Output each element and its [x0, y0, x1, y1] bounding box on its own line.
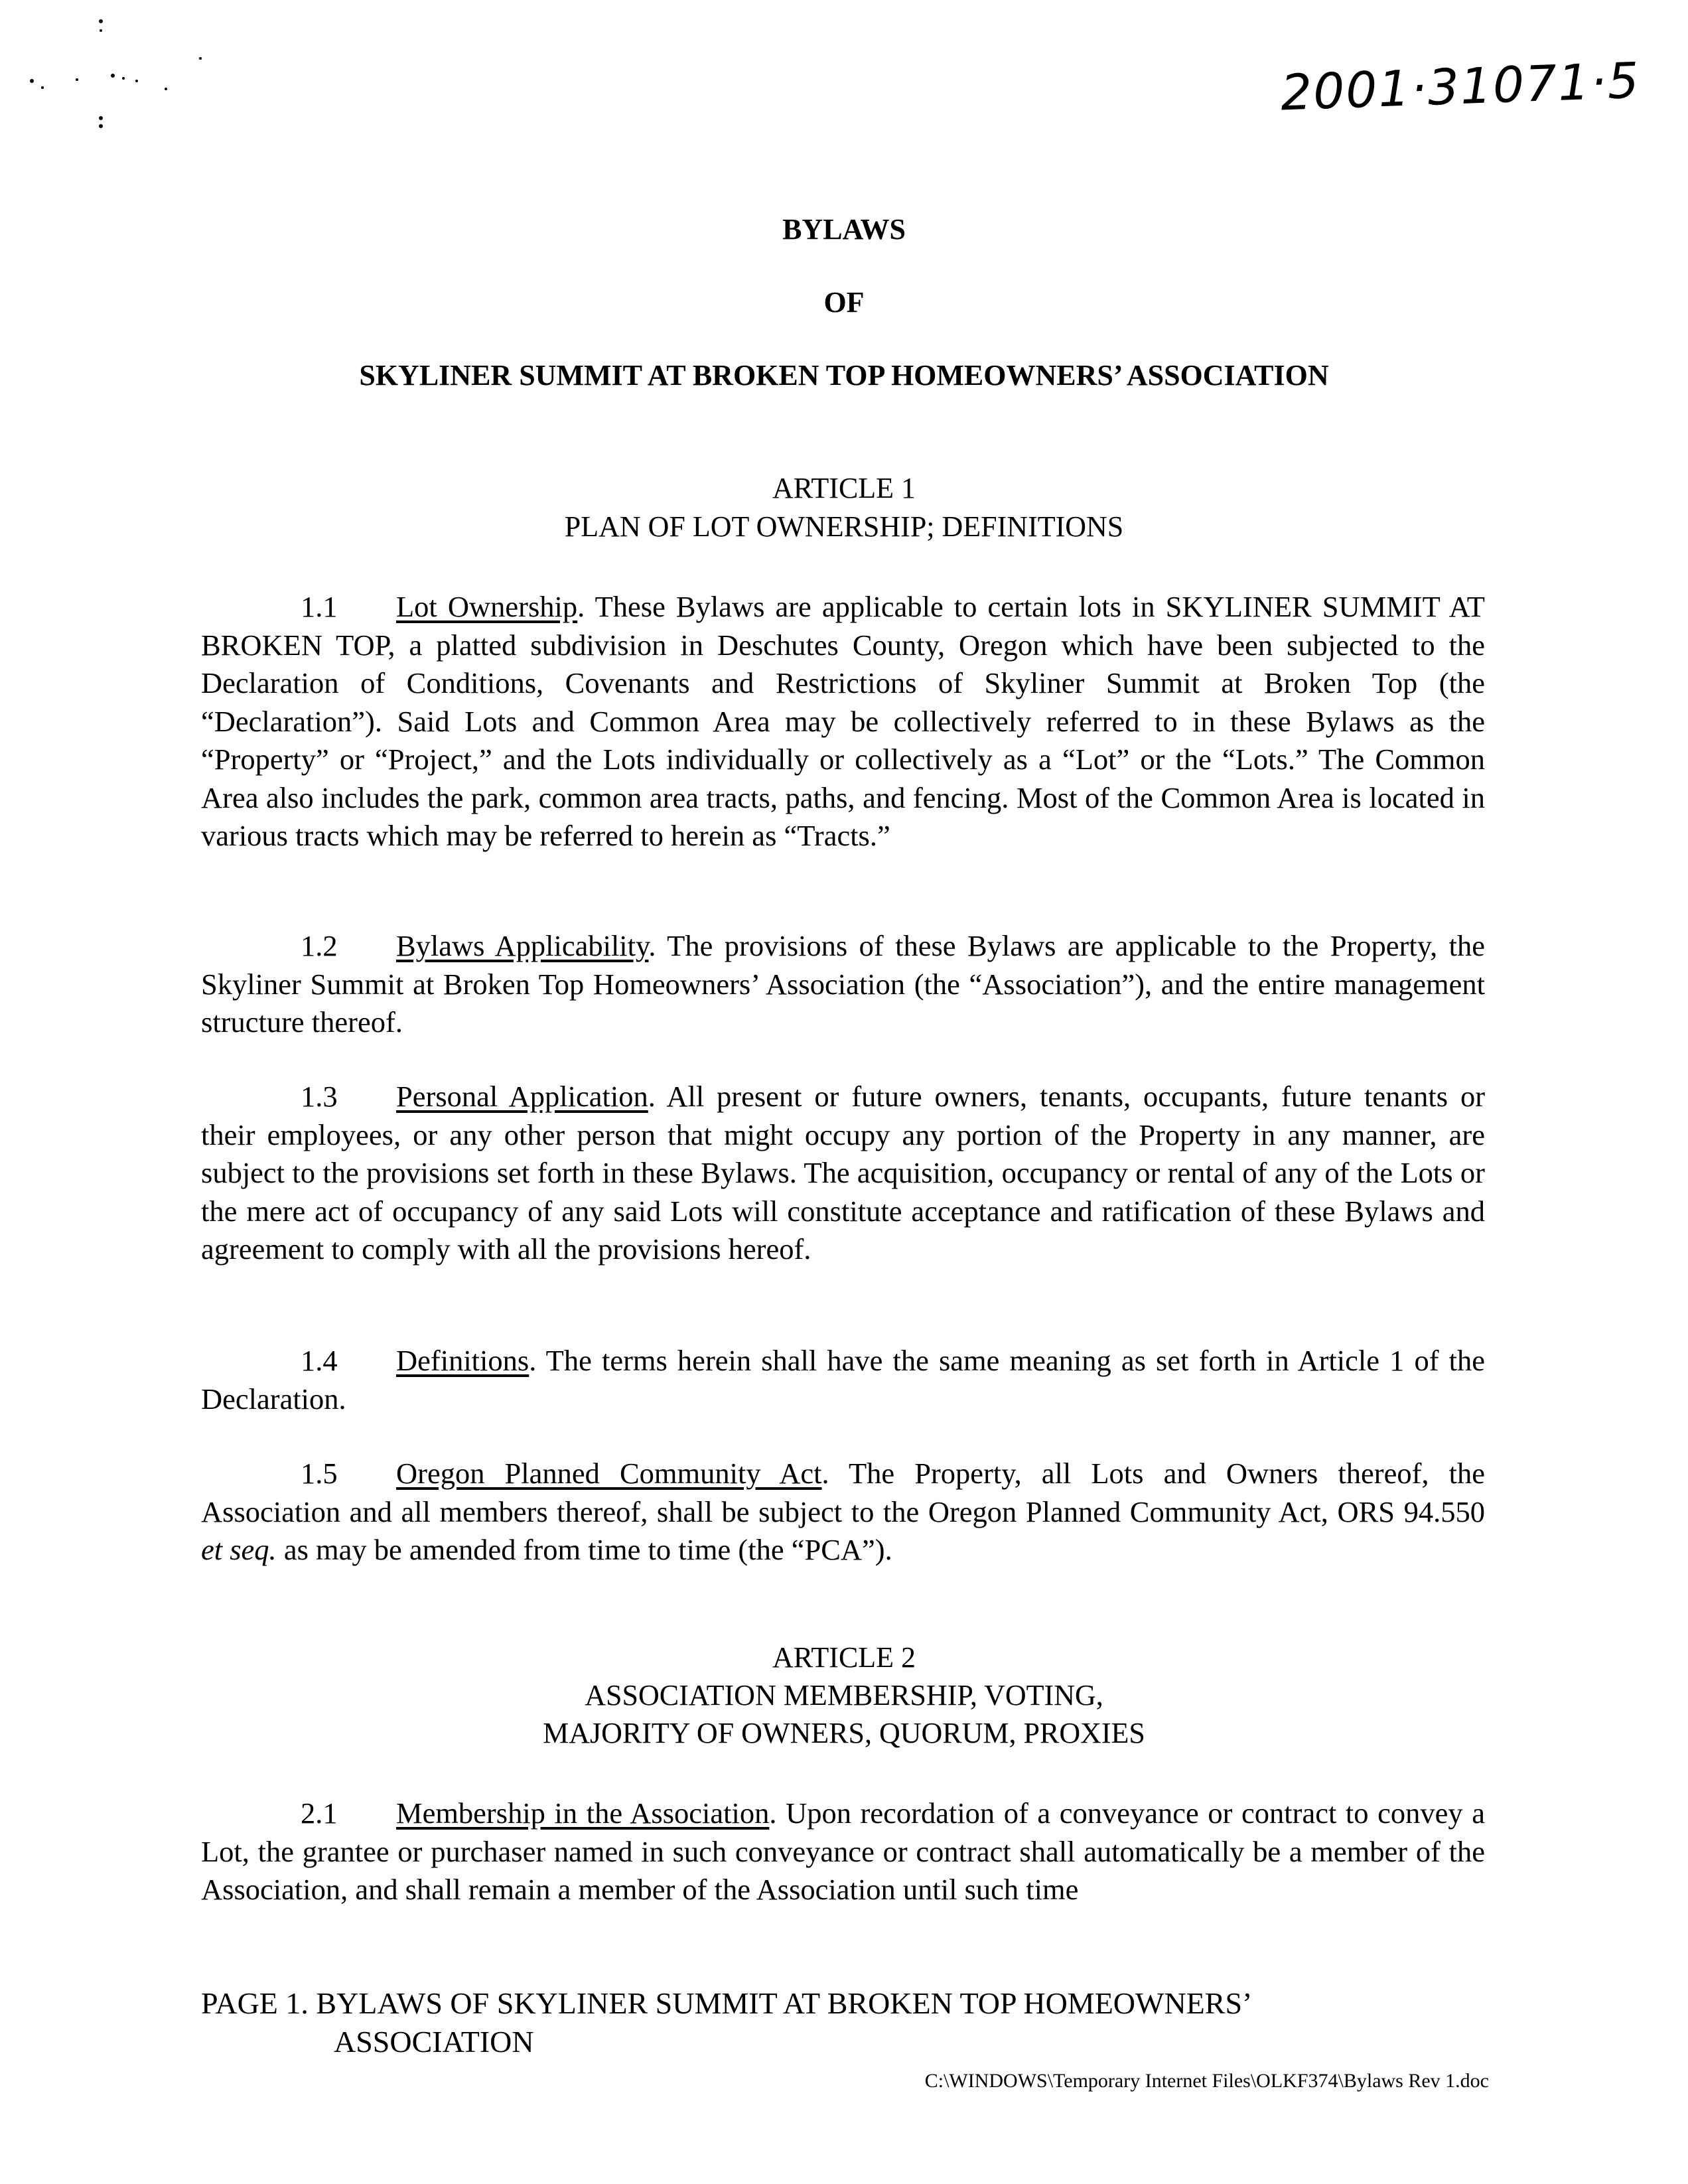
- section-text: The Property, all Lots and Owners thereof, the Association and all members thereof, shall be subject to the Oregon Planned Community Act, ORS 94.550: [201, 1457, 1485, 1528]
- doc-title-of: OF: [823, 286, 865, 319]
- section-text: All present or future owners, tenants, occupants, future tenants or their employees, or any other person that might occupy any portion of the Property in any manner, are subject to the provisions set forth in these Bylaws. The acquisition, occupancy or rental of any of the Lots or the mere act of occupancy of any said Lots will constitute acceptance and ratification of these Bylaws and agreement to comply with all the provisions hereof.: [201, 1080, 1486, 1266]
- section-caption: Bylaws Applicability: [396, 929, 649, 962]
- section-text: The terms herein shall have the same meaning as set forth in Article 1 of the Declaration.: [201, 1344, 1485, 1416]
- footer-line-1: PAGE 1. BYLAWS OF SKYLINER SUMMIT AT BROKEN TOP HOMEOWNERS’: [201, 1986, 1253, 2020]
- article-1-heading: ARTICLE 1: [772, 472, 916, 504]
- section-1-2: 1.2 Bylaws Applicability. The provisions of these Bylaws are applicable to the Property, the Skyliner Summit at Broken Top Homeowners’ Association (the “Association”), and the entire management structure thereof.: [201, 927, 1485, 1042]
- section-2-1: 2.1 Membership in the Association. Upon recordation of a conveyance or contract to convey a Lot, the grantee or purchaser named in such conveyance or contract shall automatically be a member of the Association, and shall remain a member of the Association until such time: [201, 1794, 1485, 1909]
- page-footer: [201, 1984, 1528, 2061]
- section-number: 1.3: [301, 1080, 338, 1113]
- section-text: These Bylaws are applicable to certain lots in SKYLINER SUMMIT AT BROKEN TOP, a platted subdivision in Deschutes County, Oregon which have been subjected to the Declaration of Conditions, Covenants and Restrictions of Skyliner Summit at Broken Top (the “Declaration”). Said Lots and Common Area may be collectively referred to in these Bylaws as the “Property” or “Project,” and the Lots individually or collectively as a “Lot” or the “Lots.” The Common Area also includes the park, common area tracts, paths, and fencing. Most of the Common Area is located in various tracts which may be referred to herein as “Tracts.”: [201, 590, 1485, 852]
- section-number: 2.1: [301, 1796, 338, 1830]
- section-caption: Personal Application: [396, 1080, 648, 1113]
- section-caption: Oregon Planned Community Act: [396, 1457, 822, 1490]
- section-1-3: 1.3 Personal Application. All present or future owners, tenants, occupants, future tenants or their employees, or any other person that might occupy any portion of the Property in any manner, are subject to the provisions set forth in these Bylaws. The acquisition, occupancy or rental of any of the Lots or the mere act of occupancy of any said Lots will constitute acceptance and ratification of these Bylaws and agreement to comply with all the provisions hereof.: [201, 1078, 1485, 1269]
- doc-title-bylaws: BYLAWS: [782, 213, 906, 246]
- footer-file-path: C:\WINDOWS\Temporary Internet Files\OLKF374\Bylaws Rev 1.doc: [924, 2070, 1489, 2092]
- section-number: 1.5: [301, 1457, 338, 1490]
- article-2-heading: ARTICLE 2: [772, 1641, 916, 1674]
- section-text-end: as may be amended from time to time (the “PCA”).: [283, 1533, 892, 1566]
- handwritten-document-number: 2001·31071·5: [1279, 52, 1642, 122]
- section-1-4: 1.4 Definitions. The terms herein shall have the same meaning as set forth in Article 1 of the Declaration.: [201, 1342, 1485, 1418]
- section-text-italic: et seq.: [201, 1533, 277, 1566]
- section-caption: Membership in the Association: [396, 1796, 770, 1830]
- section-text: The provisions of these Bylaws are applicable to the Property, the Skyliner Summit at Broken Top Homeowners’ Association (the “Association”), and the entire management structure thereof.: [201, 929, 1485, 1039]
- section-number: 1.1: [301, 590, 338, 623]
- section-text: Upon recordation of a conveyance or contract to convey a Lot, the grantee or purchaser named in such conveyance or contract shall automatically be a member of the Association, and shall remain a member of the Association until such time: [201, 1796, 1485, 1906]
- section-caption: Definitions: [396, 1344, 529, 1377]
- section-1-1: 1.1 Lot Ownership. These Bylaws are applicable to certain lots in SKYLINER SUMMIT AT BROKEN TOP, a platted subdivision in Deschutes County, Oregon which have been subjected to the Declaration of Conditions, Covenants and Restrictions of Skyliner Summit at Broken Top (the “Declaration”). Said Lots and Common Area may be collectively referred to in these Bylaws as the “Property” or “Project,” and the Lots individually or collectively as a “Lot” or the “Lots.” The Common Area also includes the park, common area tracts, paths, and fencing. Most of the Common Area is located in various tracts which may be referred to herein as “Tracts.”: [201, 588, 1485, 855]
- article-2-subheading-1: ASSOCIATION MEMBERSHIP, VOTING,: [585, 1679, 1103, 1711]
- doc-title-association: SKYLINER SUMMIT AT BROKEN TOP HOMEOWNERS’ ASSOCIATION: [359, 359, 1329, 392]
- article-2-subheading-2: MAJORITY OF OWNERS, QUORUM, PROXIES: [543, 1717, 1145, 1749]
- footer-line-2: ASSOCIATION: [334, 2025, 534, 2059]
- scan-specks: [13, 7, 252, 139]
- section-number: 1.4: [301, 1344, 338, 1377]
- section-number: 1.2: [301, 929, 338, 962]
- section-1-5: 1.5 Oregon Planned Community Act. The Property, all Lots and Owners thereof, the Association and all members thereof, shall be subject to the Oregon Planned Community Act, ORS 94.550 et seq. as may be amended from time to time (the “PCA”).: [201, 1455, 1485, 1569]
- section-caption: Lot Ownership: [396, 590, 578, 623]
- article-1-subheading: PLAN OF LOT OWNERSHIP; DEFINITIONS: [564, 510, 1124, 543]
